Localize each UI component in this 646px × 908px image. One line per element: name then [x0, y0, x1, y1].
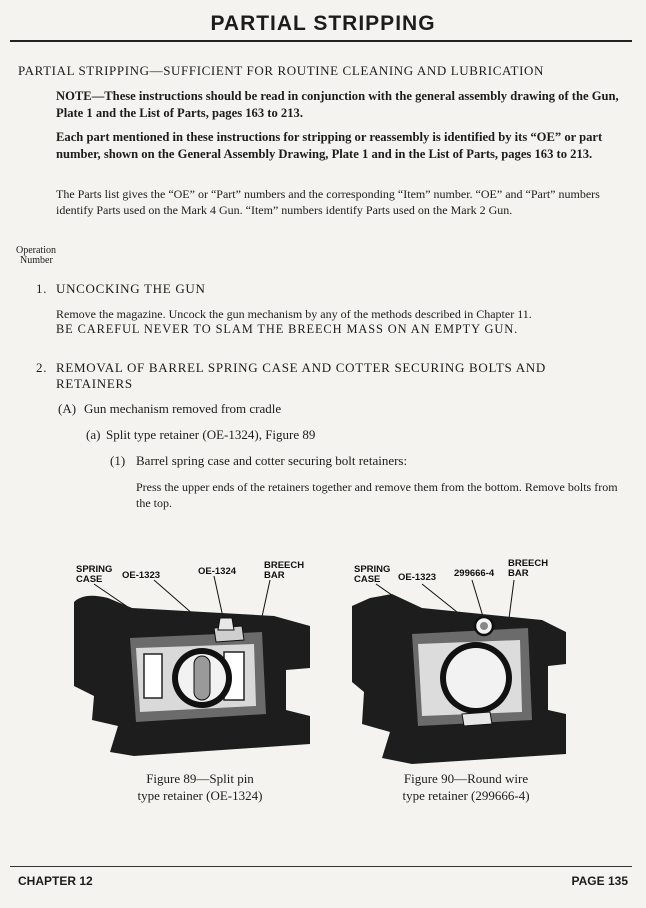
section-1-title: UNCOCKING THE GUN [56, 281, 206, 296]
label-case: CASE [76, 574, 103, 585]
sub-1-label: (1) [110, 453, 126, 468]
section-1-number: 1. [36, 281, 48, 296]
identification-paragraph: Each part mentioned in these instructions for stripping or reassembly is identified by its “OE” or part number, shown on the General Assembly Drawing, Plate 1 and in the List of Parts, pages 163 to 213. [56, 130, 603, 161]
label-bar: BAR [264, 570, 285, 581]
label-breech: BREECH [508, 558, 549, 569]
label-oe1323: OE-1323 [398, 572, 437, 583]
section-2-number: 2. [36, 360, 48, 375]
label-299666-4: 299666-4 [454, 568, 495, 579]
footer-rule [10, 866, 632, 867]
section-2-title: REMOVAL OF BARREL SPRING CASE AND COTTER SECURING BOLTS AND RETAINERS [56, 360, 546, 391]
label-bar: BAR [508, 568, 529, 579]
figure-89-illustration [74, 556, 312, 761]
section-1-warning: BE CAREFUL NEVER TO SLAM THE BREECH MASS ON AN EMPTY GUN. [56, 322, 519, 336]
sub-a-lower-label: (a) [86, 427, 101, 442]
parts-list-paragraph: The Parts list gives the “OE” or “Part” numbers and the corresponding “Item” number. “OE” and “Part” numbers identify Parts used on the Mark 4 Gun. “Item” numbers identify Parts used on the Mark 2 Gun. [56, 187, 600, 217]
label-breech: BREECH [264, 560, 305, 571]
sub-1-paragraph: Press the upper ends of the retainers together and remove them from the bottom. Remove bolts from the top. [136, 480, 618, 510]
operation-label: Operation [16, 245, 56, 256]
sub-1-text: Barrel spring case and cotter securing bolt retainers: [136, 453, 408, 468]
section-1-text: Remove the magazine. Uncock the gun mechanism by any of the methods described in Chapter 11. [56, 307, 532, 321]
section-heading: PARTIAL STRIPPING—SUFFICIENT FOR ROUTINE CLEANING AND LUBRICATION [18, 63, 544, 78]
caption-line: Figure 90—Round wire [403, 771, 529, 786]
title-rule [10, 40, 632, 42]
footer-chapter: CHAPTER 12 [18, 874, 93, 888]
sub-a-text: Gun mechanism removed from cradle [84, 401, 282, 416]
figure-90-illustration [352, 554, 566, 766]
footer-page-number: PAGE 135 [571, 874, 628, 888]
label-spring: SPRING [76, 564, 113, 575]
label-oe1324: OE-1324 [198, 566, 237, 577]
sub-a-lower-text: Split type retainer (OE-1324), Figure 89 [106, 427, 316, 442]
caption-line: type retainer (OE-1324) [137, 788, 263, 803]
operation-number-label [16, 246, 56, 266]
label-oe1323: OE-1323 [122, 570, 161, 581]
figure-89-caption [100, 770, 300, 804]
note-paragraph: NOTE—These instructions should be read in conjunction with the general assembly drawing of the Gun, Plate 1 and the List of Parts, pages 163 to 213. [56, 89, 619, 120]
caption-line: Figure 89—Split pin [146, 771, 254, 786]
caption-line: type retainer (299666-4) [402, 788, 530, 803]
page-title: PARTIAL STRIPPING [210, 12, 436, 35]
number-label: Number [20, 255, 53, 266]
label-spring: SPRING [354, 564, 391, 575]
figure-90-caption [366, 770, 566, 804]
sub-a-label: (A) [58, 401, 77, 416]
label-case: CASE [354, 574, 381, 585]
